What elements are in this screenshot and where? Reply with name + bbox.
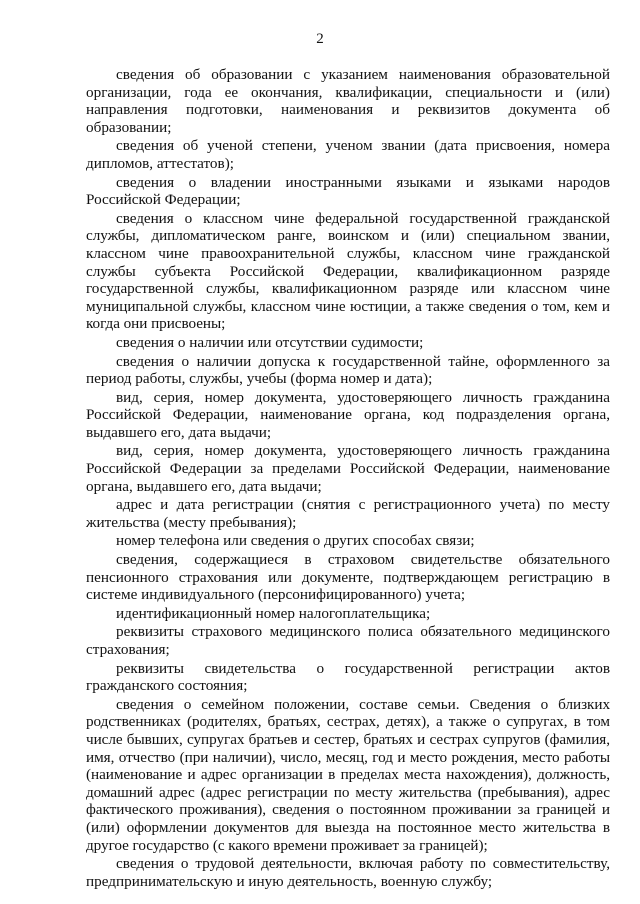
paragraph-state-secret-access: сведения о наличии допуска к государственной тайне, оформленного за период работы, службы, учебы (форма номер и дата); xyxy=(86,352,610,388)
paragraph-civil-status-acts: реквизиты свидетельства о государственной регистрации актов гражданского состояния; xyxy=(86,659,610,695)
paragraph-medical-insurance: реквизиты страхового медицинского полиса обязательного медицинского страхования; xyxy=(86,623,610,658)
paragraph-taxpayer-id: идентификационный номер налогоплательщика; xyxy=(116,604,431,622)
paragraph-criminal-record: сведения о наличии или отсутствии судимости; xyxy=(116,333,424,351)
paragraph-class-rank: сведения о классном чине федеральной государственной гражданской службы, дипломатическом ранге, воинском и (или) специальном звании, классном чине правоохранительной службы, классном чине гражданской службы субъекта Российской Федерации, квалификационном разряде государственной службы, квалификационном разряде или классном чине муниципальной службы, классном чине юстиции, а также сведения о том, кем и когда они присвоены; xyxy=(86,209,610,333)
page-number: 2 xyxy=(316,31,324,47)
paragraph-pension-insurance: сведения, содержащиеся в страховом свидетельстве обязательного пенсионного страхования или документе, подтверждающем регистрацию в системе индивидуального (персонифицированного) учета; xyxy=(86,551,610,604)
document-body xyxy=(86,66,610,891)
paragraph-employment: сведения о трудовой деятельности, включая работу по совместительству, предпринимательскую и иную деятельность, военную службу; xyxy=(86,855,610,890)
paragraph-phone: номер телефона или сведения о других способах связи; xyxy=(116,532,475,550)
paragraph-languages: сведения о владении иностранными языками и языками народов Российской Федерации; xyxy=(86,173,610,209)
paragraph-foreign-id-document: вид, серия, номер документа, удостоверяющего личность гражданина Российской Федерации за пределами Российской Федерации, наименование органа, выдавшего его, дата выдачи; xyxy=(86,442,610,495)
paragraph-family-status: сведения о семейном положении, составе семьи. Сведения о близких родственниках (родителях, братьях, сестрах, детях), а также о супругах, в том числе бывших, супругах братьев и сестер, братьях и сестрах супругов (фамилия, имя, отчество (при наличии), число, месяц, год и место рождения, место работы (наименование и адрес организации в пределах места нахождения), должность, домашний адрес (адрес регистрации по месту жительства (пребывания), адрес фактического проживания), сведения о постоянном проживании за границей и (или) оформлении документов для выезда на постоянное место жительства в другое государство (с какого времени проживает за границей); xyxy=(86,695,610,854)
paragraph-registration-address: адрес и дата регистрации (снятия с регистрационного учета) по месту жительства (месту пребывания); xyxy=(86,496,610,531)
paragraph-education: сведения об образовании с указанием наименования образовательной организации, года ее окончания, квалификации, специальности и (или) направления подготовки, наименования и реквизитов документа об образовании; xyxy=(86,66,610,136)
paragraph-academic-degree: сведения об ученой степени, ученом звании (дата присвоения, номера дипломов, аттестатов); xyxy=(86,137,610,172)
paragraph-russian-id-document: вид, серия, номер документа, удостоверяющего личность гражданина Российской Федерации, наименование органа, код подразделения органа, выдавшего его, дата выдачи; xyxy=(86,388,610,441)
